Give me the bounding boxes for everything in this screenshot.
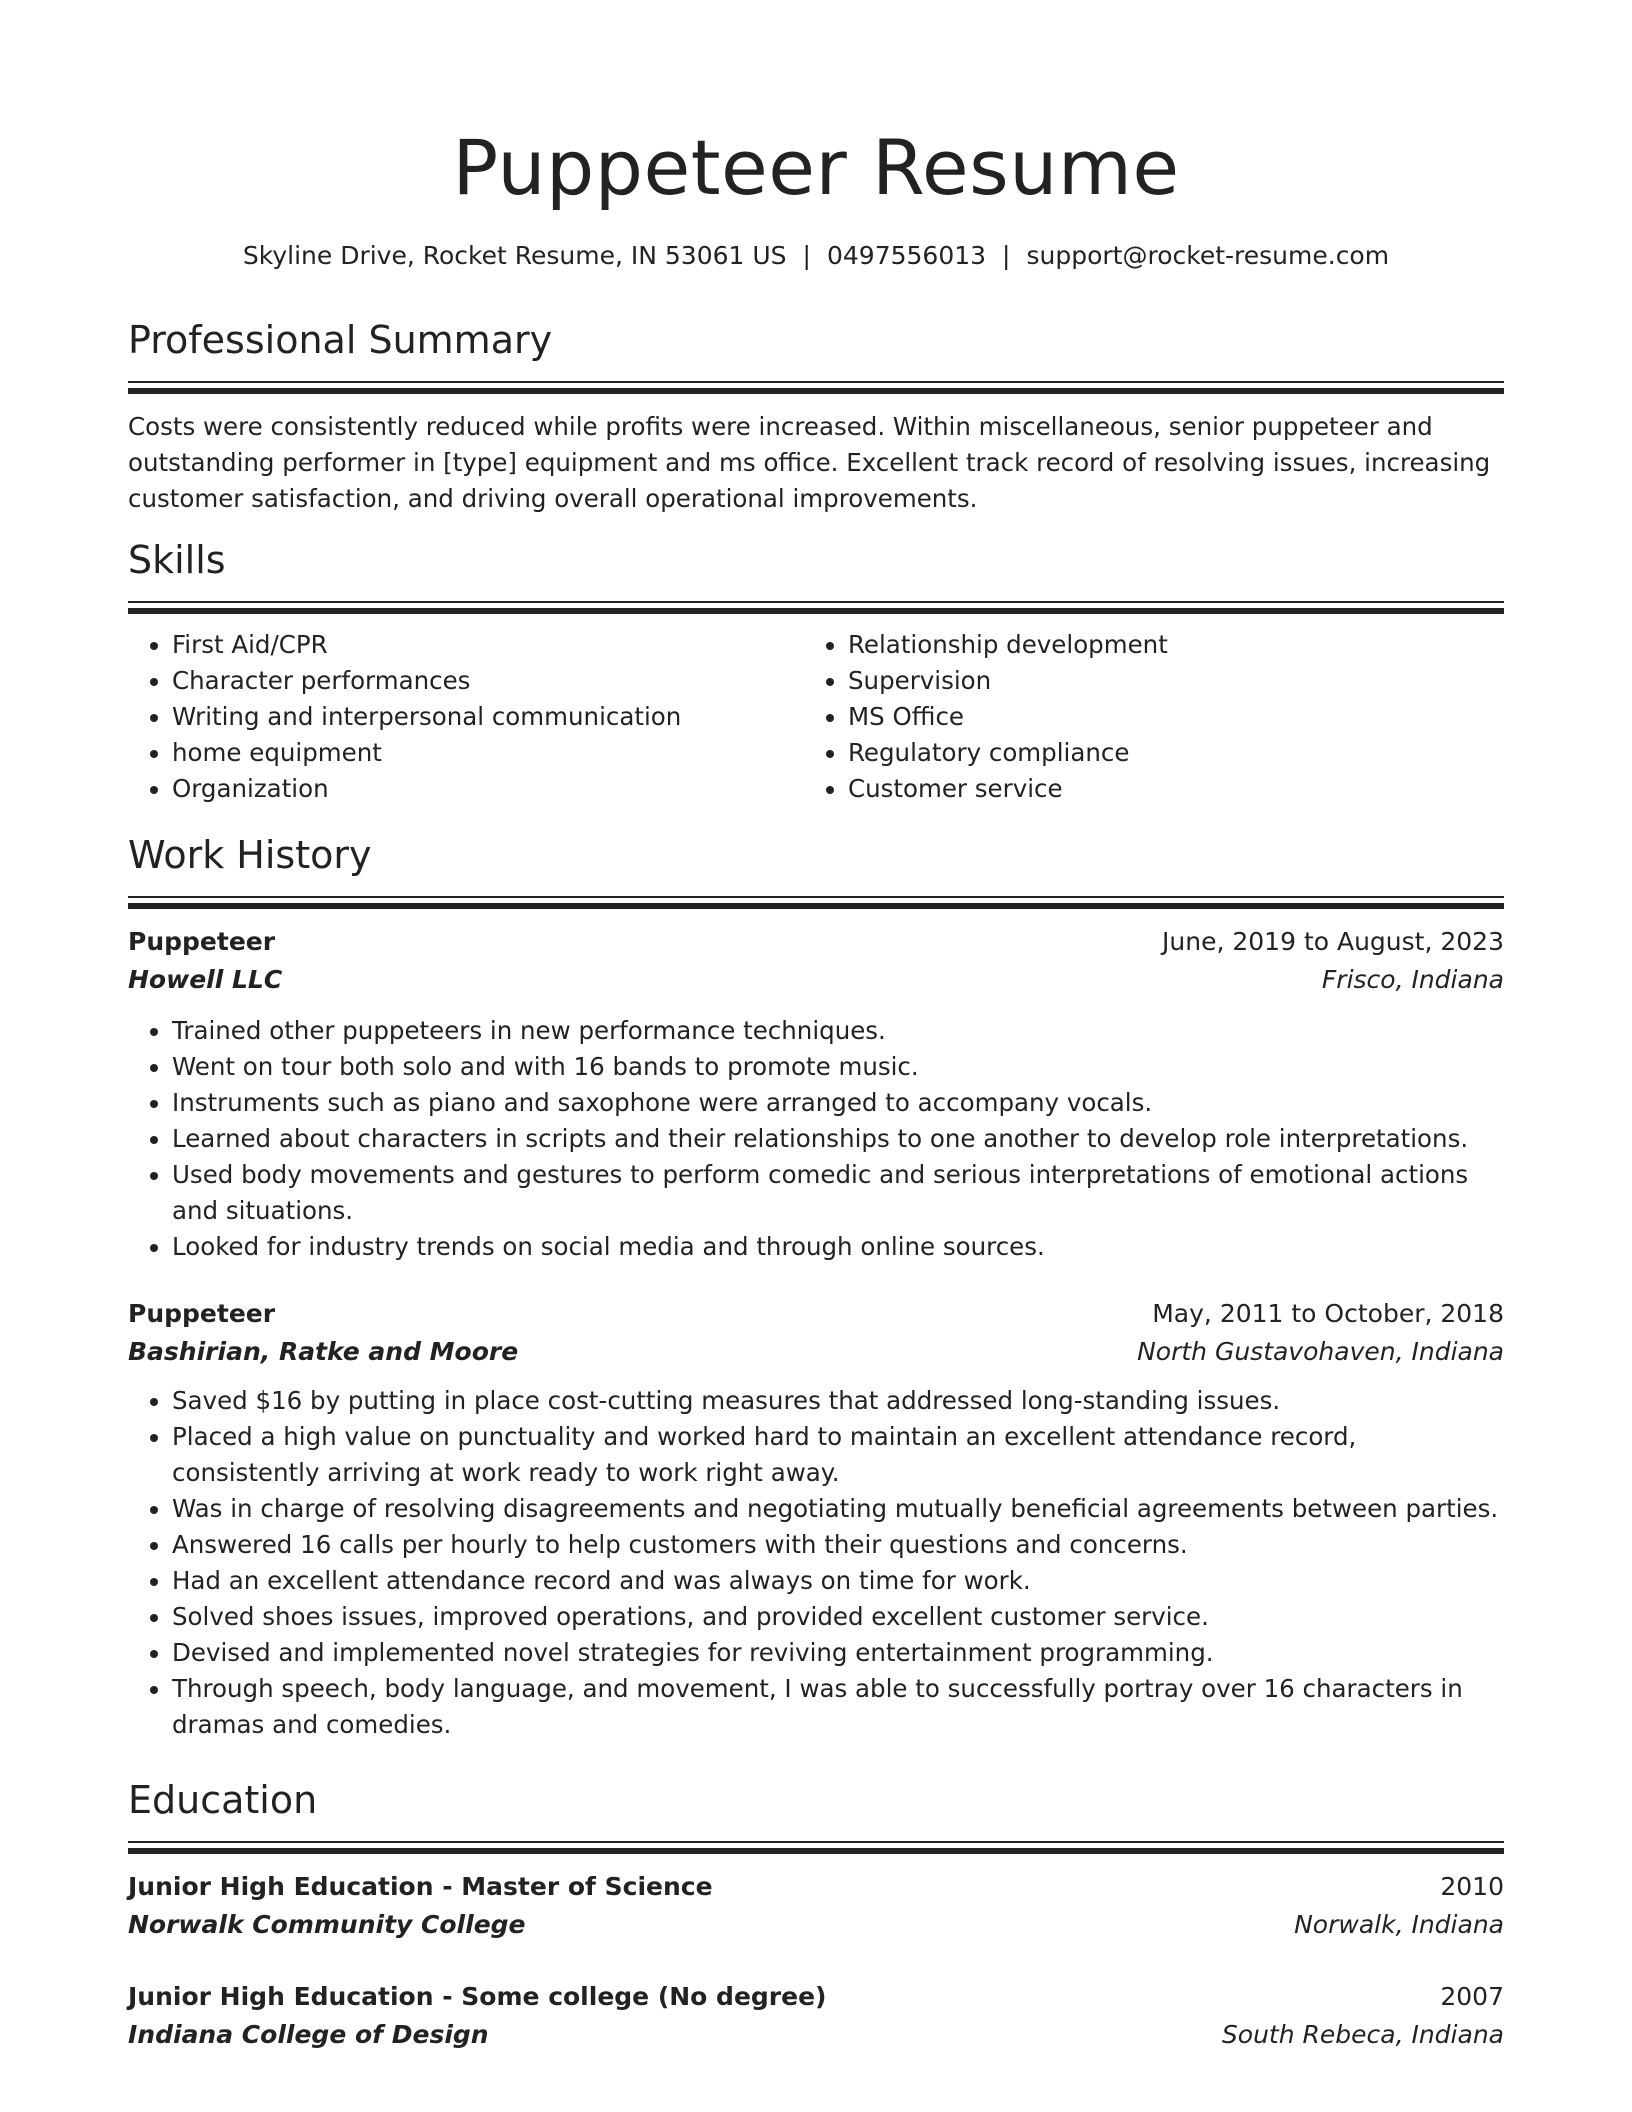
job-duty: • Instruments such as piano and saxophone were arranged to accompany vocals. — [172, 1085, 1504, 1121]
job-duty: • Devised and implemented novel strategies for reviving entertainment programming. — [172, 1635, 1504, 1671]
education-section — [128, 1775, 1504, 2054]
education-entry — [128, 1868, 1504, 1944]
job-duty: • Through speech, body language, and movement, I was able to successfully portray over 16 characters in dramas and comedies. — [172, 1671, 1504, 1743]
education-year: 2007 — [1440, 1982, 1504, 2011]
summary-text: Costs were consistently reduced while profits were increased. Within miscellaneous, senior puppeteer and outstanding performer in [type] equipment and ms office. Excellent track record of resolving issues, increasing customer satisfaction, and driving overall operational improvements. — [128, 412, 1491, 513]
education-location: Norwalk, Indiana — [1294, 1910, 1504, 1939]
work-section — [128, 830, 1504, 1743]
job-duty: • Answered 16 calls per hourly to help customers with their questions and concerns. — [172, 1527, 1504, 1563]
contact-address: Skyline Drive, Rocket Resume, IN 53061 US — [242, 241, 787, 270]
skill-item: • Organization — [172, 771, 804, 807]
section-title-work: Work History — [128, 833, 372, 877]
education-school: Norwalk Community College — [128, 1910, 526, 1939]
job-duty: • Had an excellent attendance record and was always on time for work. — [172, 1563, 1504, 1599]
contact-separator: | — [1002, 241, 1011, 270]
education-degree: Junior High Education - Some college (No degree) — [128, 1982, 827, 2011]
job-company: Bashirian, Ratke and Moore — [128, 1337, 519, 1366]
skill-item: • Regulatory compliance — [848, 735, 1480, 771]
job-duty: • Solved shoes issues, improved operations, and provided excellent customer service. — [172, 1599, 1504, 1635]
job-location: North Gustavohaven, Indiana — [1137, 1337, 1504, 1366]
skills-list-right — [804, 627, 1480, 807]
education-school: Indiana College of Design — [128, 2020, 489, 2049]
skill-item: • Supervision — [848, 663, 1480, 699]
section-divider — [128, 601, 1504, 615]
education-entry — [128, 1978, 1504, 2054]
job-duty: • Went on tour both solo and with 16 bands to promote music. — [172, 1049, 1504, 1085]
skill-item: • MS Office — [848, 699, 1480, 735]
section-title-summary: Professional Summary — [128, 318, 553, 362]
section-title-skills: Skills — [128, 538, 226, 582]
job-duty: • Used body movements and gestures to perform comedic and serious interpretations of emotional actions and situations. — [172, 1157, 1504, 1229]
job-title: Puppeteer — [128, 1299, 276, 1328]
job-dates: May, 2011 to October, 2018 — [1152, 1299, 1504, 1328]
skills-list-left — [128, 627, 804, 807]
job-company: Howell LLC — [128, 965, 283, 994]
contact-separator: | — [802, 241, 811, 270]
education-location: South Rebeca, Indiana — [1221, 2020, 1504, 2049]
job-dates: June, 2019 to August, 2023 — [1162, 927, 1504, 956]
job-duty: • Trained other puppeteers in new performance techniques. — [172, 1013, 1504, 1049]
job-duty: • Looked for industry trends on social media and through online sources. — [172, 1229, 1504, 1265]
job-duties — [128, 1013, 1504, 1265]
job-entry — [128, 1295, 1504, 1743]
summary-section — [128, 315, 1504, 517]
skill-item: • Relationship development — [848, 627, 1480, 663]
skill-item: • home equipment — [172, 735, 804, 771]
job-entry — [128, 923, 1504, 1265]
job-duty: • Saved $16 by putting in place cost-cutting measures that addressed long-standing issues. — [172, 1383, 1504, 1419]
section-title-education: Education — [128, 1778, 318, 1822]
skill-item: • Character performances — [172, 663, 804, 699]
section-divider — [128, 896, 1504, 910]
education-degree: Junior High Education - Master of Science — [128, 1872, 713, 1901]
contact-line — [128, 238, 1504, 274]
section-divider — [128, 381, 1504, 395]
contact-phone: 0497556013 — [826, 241, 987, 270]
contact-email: support@rocket-resume.com — [1026, 241, 1390, 270]
job-title: Puppeteer — [128, 927, 276, 956]
job-duty: • Learned about characters in scripts and their relationships to one another to develop role interpretations. — [172, 1121, 1504, 1157]
skill-item: • Customer service — [848, 771, 1480, 807]
job-location: Frisco, Indiana — [1321, 965, 1504, 994]
job-duties — [128, 1383, 1504, 1743]
skills-columns — [128, 627, 1504, 807]
resume-title: Puppeteer Resume — [452, 123, 1180, 212]
skill-item: • First Aid/CPR — [172, 627, 804, 663]
section-divider — [128, 1841, 1504, 1855]
skills-section — [128, 535, 1504, 807]
education-year: 2010 — [1440, 1872, 1504, 1901]
job-duty: • Was in charge of resolving disagreements and negotiating mutually beneficial agreements between parties. — [172, 1491, 1504, 1527]
skill-item: • Writing and interpersonal communication — [172, 699, 804, 735]
job-duty: • Placed a high value on punctuality and worked hard to maintain an excellent attendance record, consistently arriving at work ready to work right away. — [172, 1419, 1504, 1491]
